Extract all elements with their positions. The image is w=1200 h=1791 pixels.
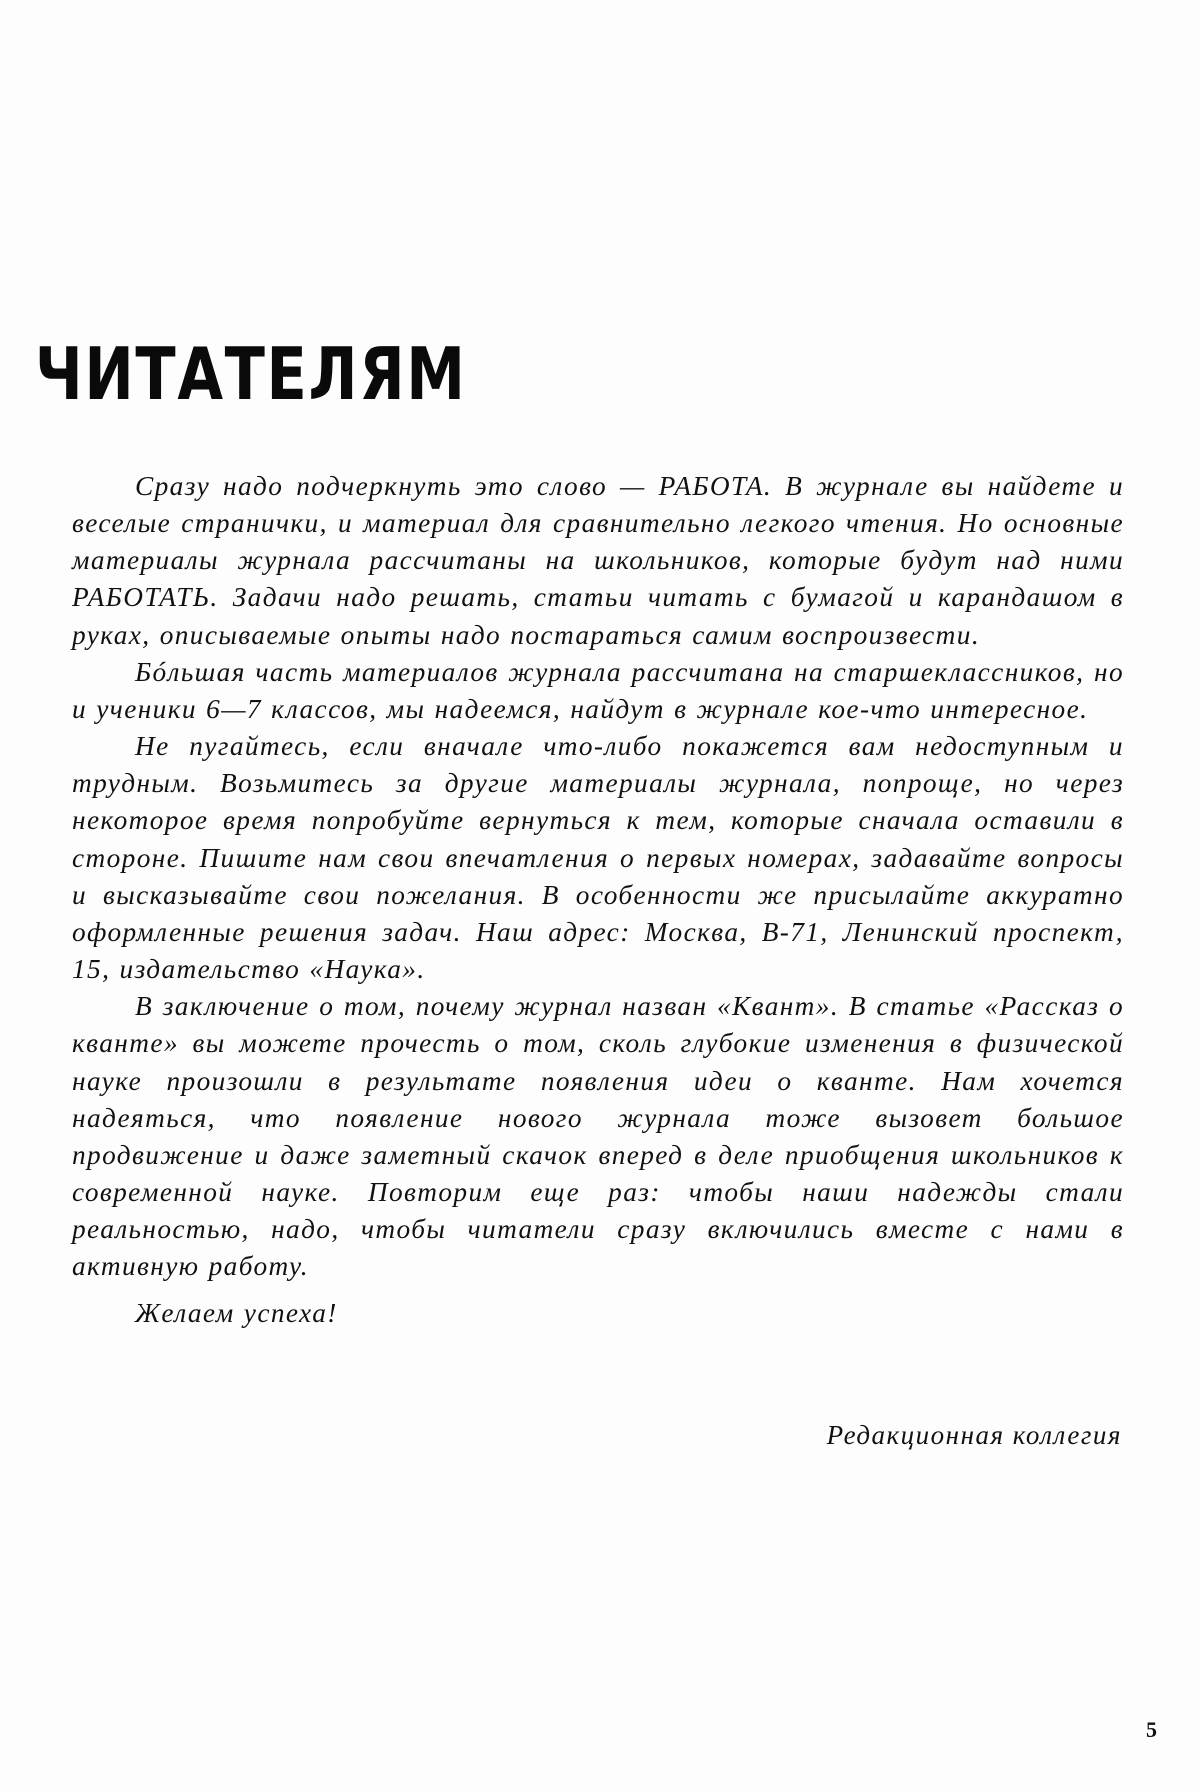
paragraph-encouragement: Не пугайтесь, если вначале что-либо покажется вам недоступным и трудным. Возьмитесь за другие материалы журнала, попроще, но через некоторое время попробуйте вернуться к тем, которые сначала оставили в стороне. Пишите нам свои впечатления о первых номерах, задавайте вопросы и высказывайте свои пожелания. В особенности же присылайте аккуратно оформленные решения задач. Наш адрес: Москва, В-71, Ленинский проспект, 15, издательство «Наука». <box>72 731 1124 985</box>
paragraph-audience: Бóльшая часть материалов журнала рассчитана на старшеклассников, но и ученики 6—7 классов, мы надеемся, найдут в журнале кое-что интересное. <box>72 656 1124 724</box>
article-body <box>72 468 1124 1333</box>
paragraph-kvant-name: В заключение о том, почему журнал назван «Квант». В статье «Рассказ о кванте» вы можете прочесть о том, сколь глубокие изменения в физической науке произошли в результате появления идеи о кванте. Нам хочется надеяться, что появление нового журнала тоже вызовет большое продвижение и даже заметный скачок вперед в деле приобщения школьников к современной науке. Повторим еще раз: чтобы наши надежды стали реальностью, надо, чтобы читатели сразу включились вместе с нами в активную работу. <box>72 991 1124 1282</box>
page-title: ЧИТАТЕЛЯМ <box>35 332 467 416</box>
paragraph-work: Сразу надо подчеркнуть это слово — РАБОТА. В журнале вы найдете и веселые странички, и материал для сравнительно легкого чтения. Но основные материалы журнала рассчитаны на школьников, которые будут над ними РАБОТАТЬ. Задачи надо решать, статьи читать с бумагой и карандашом в руках, описываемые опыты надо постараться самим воспроизвести. <box>72 471 1124 650</box>
signature: Редакционная коллегия <box>826 1420 1122 1450</box>
closing-wish: Желаем успеха! <box>135 1298 338 1329</box>
page-number: 5 <box>1146 1717 1157 1742</box>
